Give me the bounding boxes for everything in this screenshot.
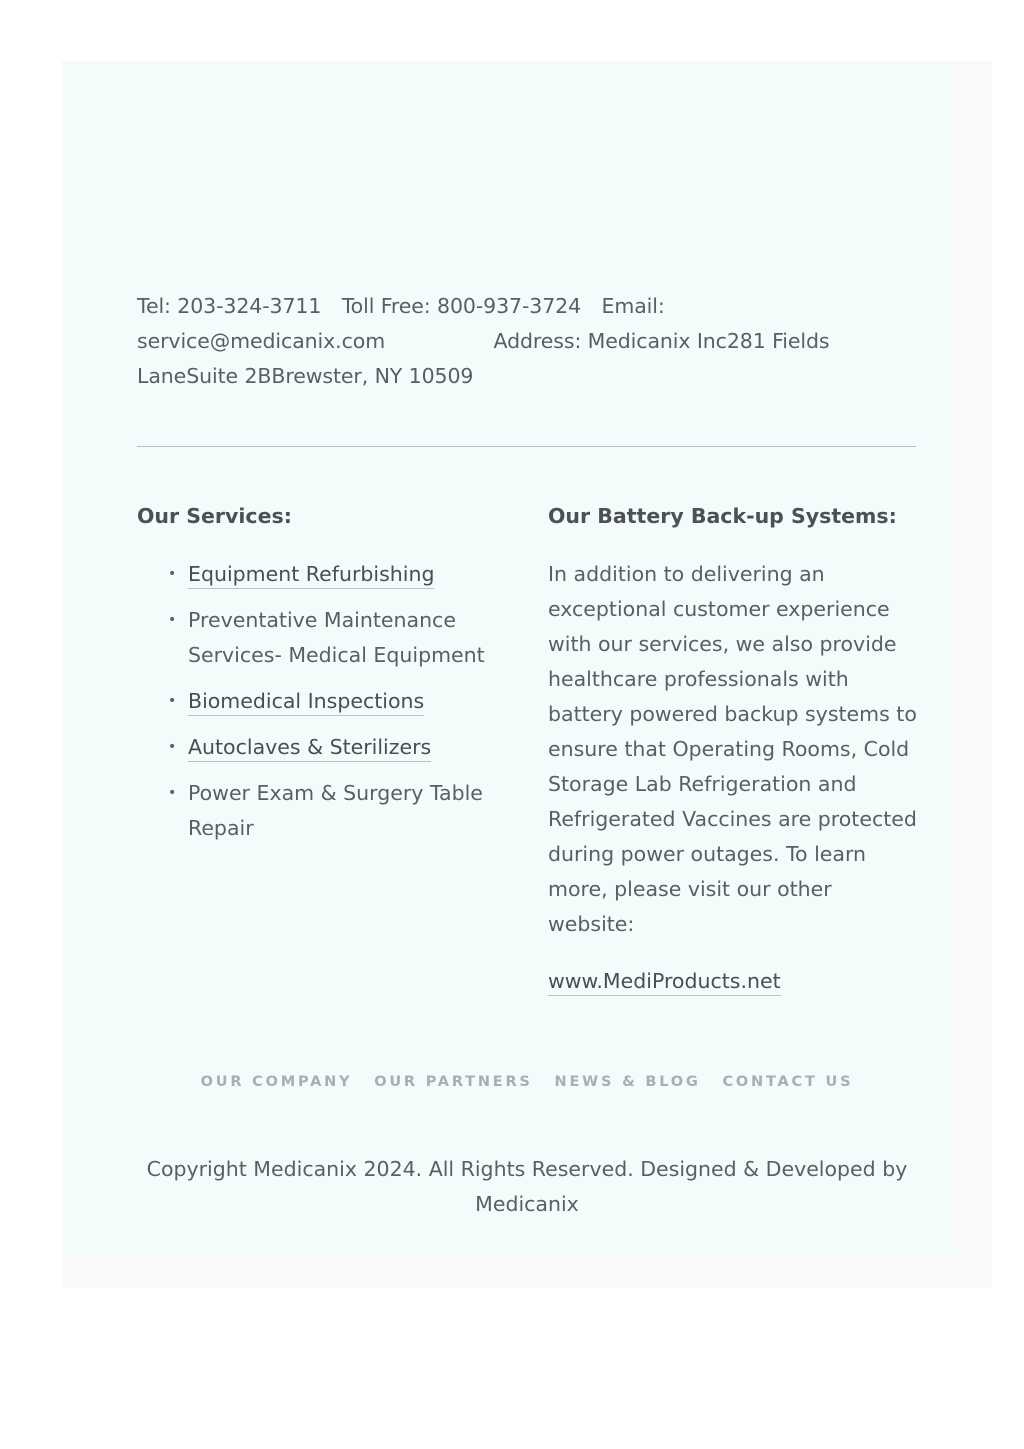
contact-info (137, 289, 917, 394)
email-address[interactable]: service@medicanix.com (137, 329, 386, 353)
phone-number[interactable]: Tel: 203-324-3711 (137, 294, 322, 318)
bullet-icon: • (168, 739, 177, 755)
nav-news-blog[interactable]: NEWS & BLOG (554, 1074, 701, 1090)
bullet-icon: • (168, 693, 177, 709)
nav-contact-us[interactable]: CONTACT US (722, 1074, 854, 1090)
nav-our-partners[interactable]: OUR PARTNERS (374, 1074, 533, 1090)
services-list (137, 557, 517, 846)
toll-free-number[interactable]: Toll Free: 800-937-3724 (341, 294, 582, 318)
footer-nav (62, 1074, 992, 1090)
service-link-biomedical-inspections[interactable]: Biomedical Inspections (188, 689, 424, 716)
service-label-power-exam-table: Power Exam & Surgery Table Repair (188, 781, 483, 840)
service-label-preventative-maintenance: Preventative Maintenance Services- Medical Equipment (188, 608, 485, 667)
bullet-icon: • (168, 566, 177, 582)
copyright-text: Copyright Medicanix 2024. All Rights Reserved. Designed & Developed by Medicanix (146, 1157, 908, 1216)
list-item (168, 557, 517, 592)
list-item (168, 603, 517, 673)
services-column (137, 501, 517, 857)
service-link-equipment-refurbishing[interactable]: Equipment Refurbishing (188, 562, 434, 589)
service-link-autoclaves-sterilizers[interactable]: Autoclaves & Sterilizers (188, 735, 431, 762)
mediproducts-link[interactable]: www.MediProducts.net (548, 969, 781, 996)
address-line-2: LaneSuite 2BBrewster, NY 10509 (137, 364, 474, 388)
list-item (168, 776, 517, 846)
battery-title: Our Battery Back-up Systems: (548, 504, 897, 528)
services-title: Our Services: (137, 504, 292, 528)
list-item (168, 730, 517, 765)
email-label: Email: (601, 294, 665, 318)
battery-description: In addition to delivering an exceptional customer experience with our services, we also provide healthcare professionals with battery powered backup systems to ensure that Operating Rooms, Cold Storage Lab Refrigeration and Refrigerated Vaccines are protected during power outages. To learn more, please visit our other website: (548, 562, 917, 936)
bullet-icon: • (168, 785, 177, 801)
nav-our-company[interactable]: OUR COMPANY (200, 1074, 353, 1090)
battery-column (548, 501, 918, 999)
list-item (168, 684, 517, 719)
page-background (62, 61, 992, 1288)
bullet-icon: • (168, 612, 177, 628)
address-line-1: Address: Medicanix Inc281 Fields (493, 329, 830, 353)
footer-divider (137, 446, 916, 447)
